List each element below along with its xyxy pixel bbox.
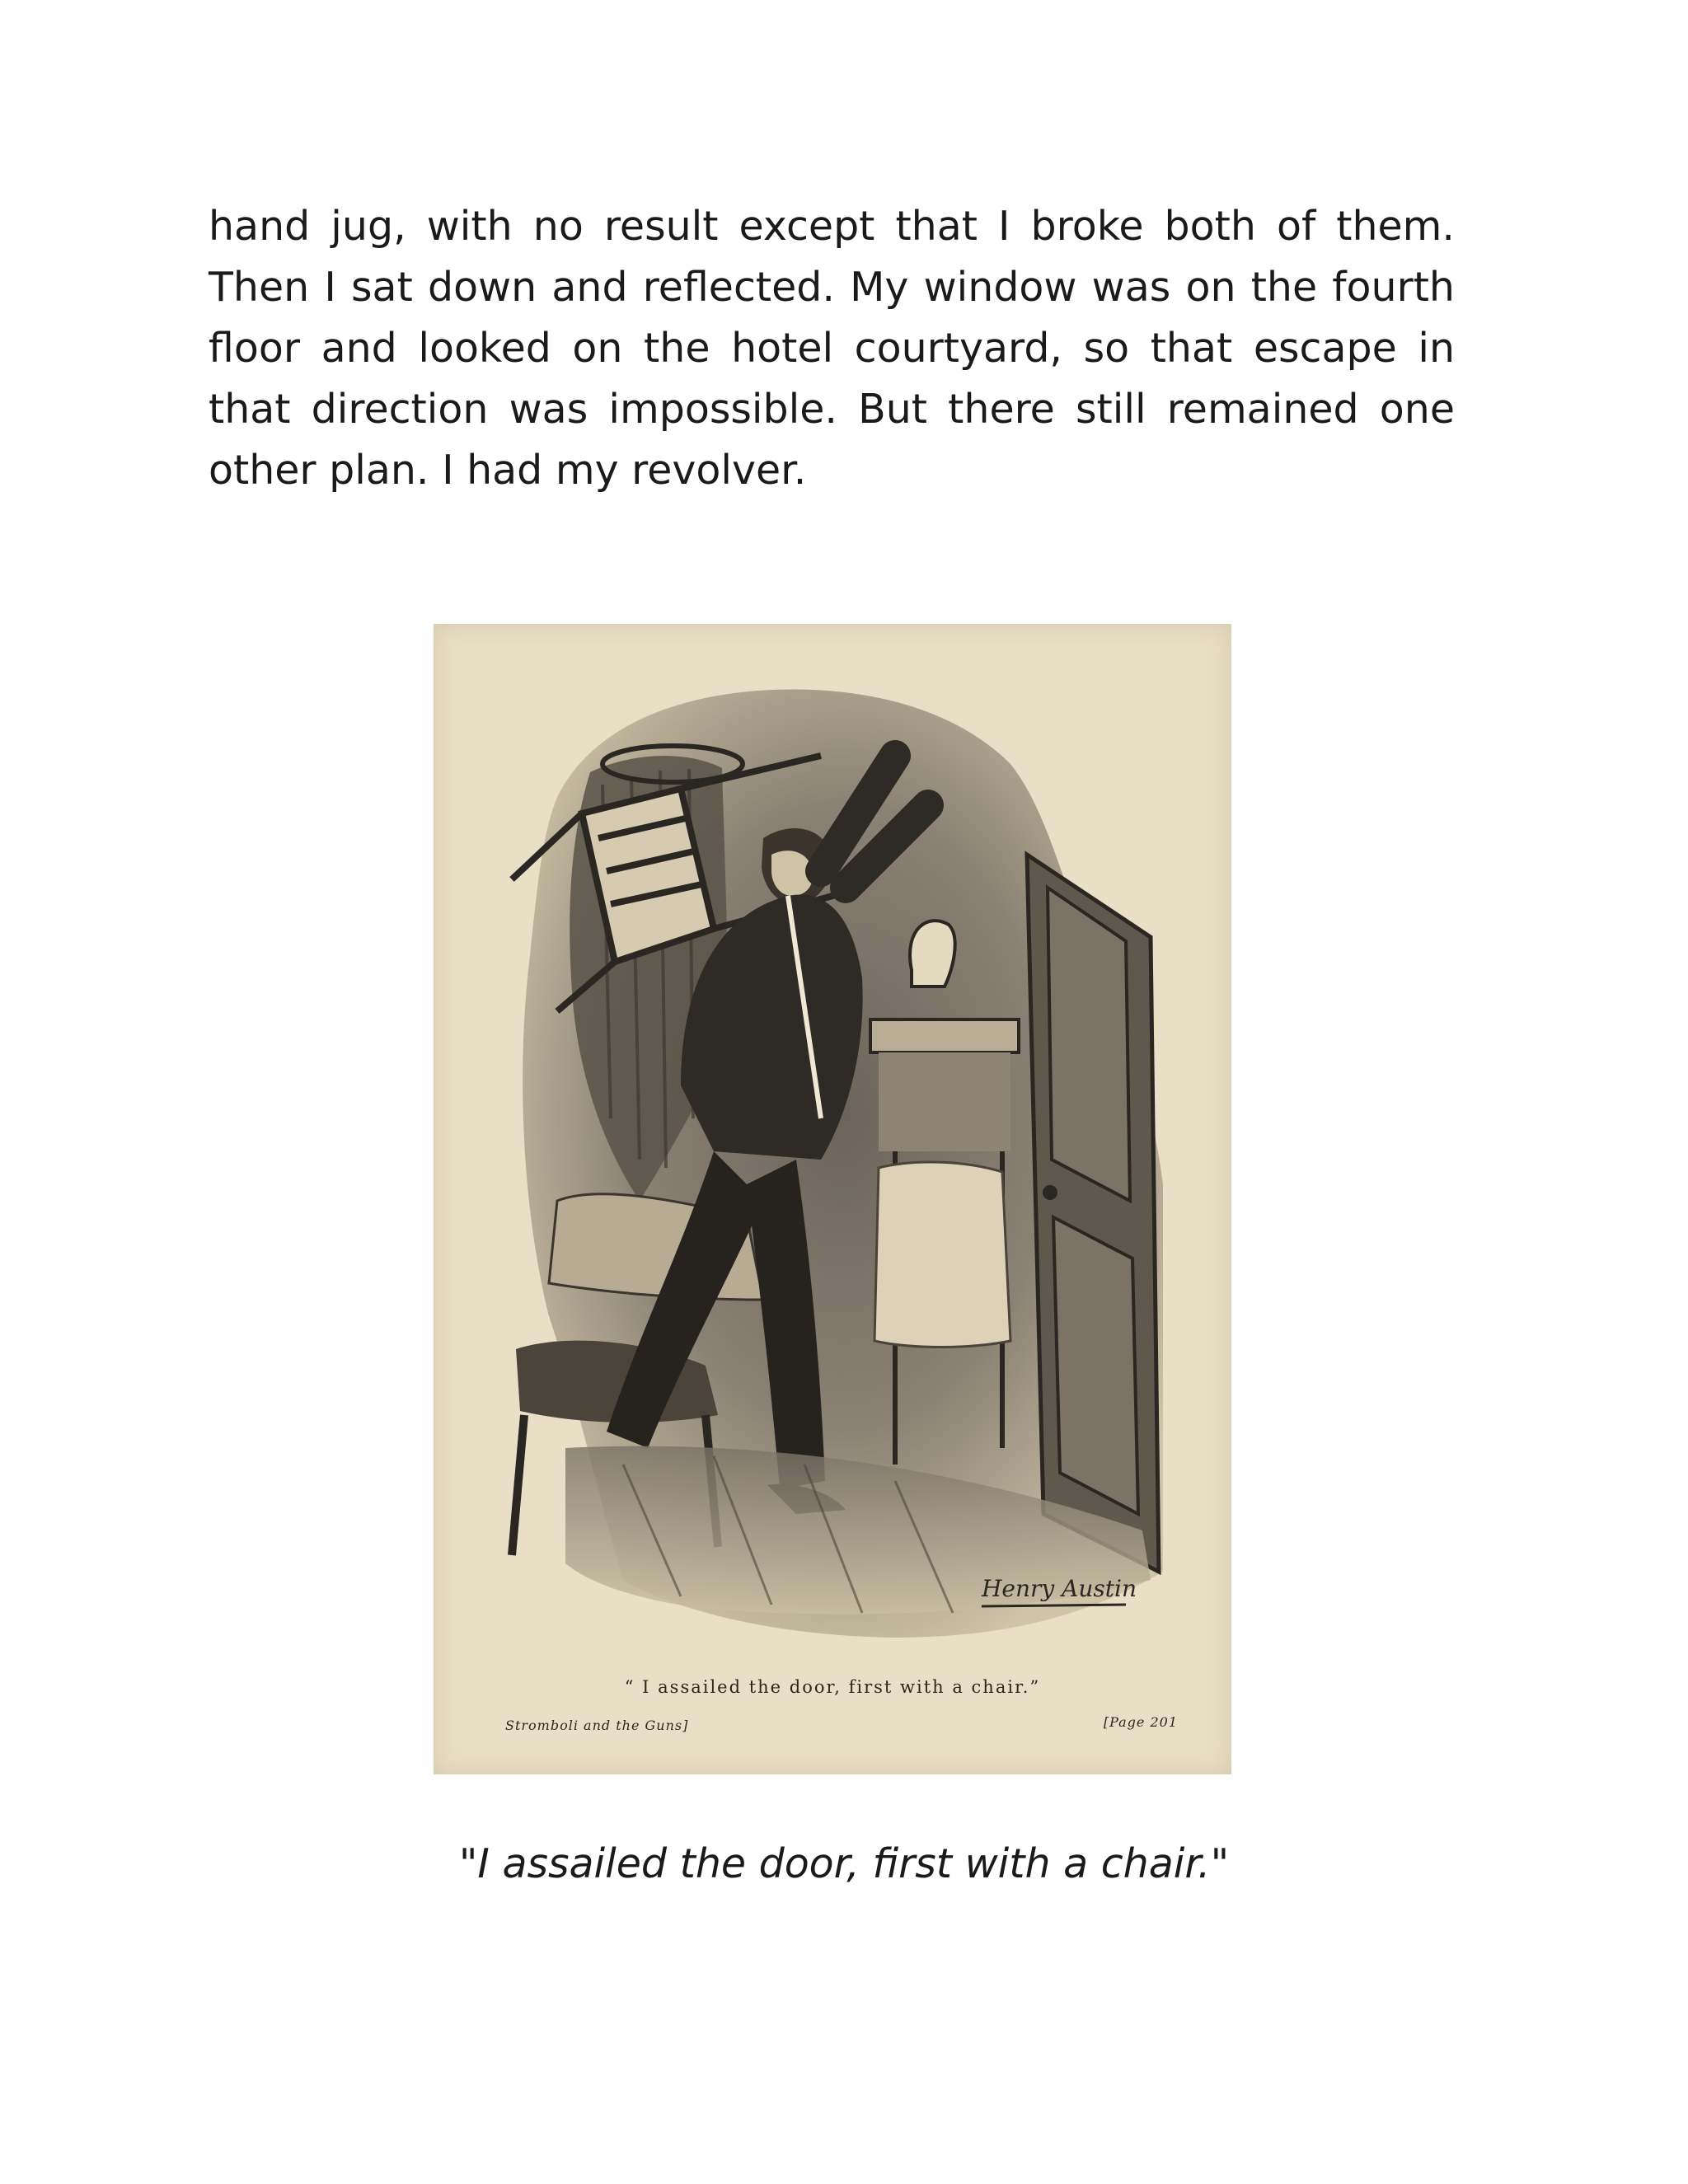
body-paragraph: hand jug, with no result except that I broke both of them. Then I sat down and reflected. My window was on the fourth floor and looked on the hotel courtyard, so that escape in that direction was impossible. But there still remained one other plan. I had my revolver. bbox=[209, 203, 1455, 494]
illustration-plate bbox=[434, 624, 1231, 1774]
engraving-illustration bbox=[434, 624, 1231, 1774]
plate-footer-left: Stromboli and the Guns] bbox=[505, 1718, 689, 1733]
plate-caption: “ I assailed the door, first with a chair.” bbox=[624, 1677, 1041, 1697]
figure-caption: "I assailed the door, first with a chair." bbox=[458, 1840, 1230, 1887]
plate-footer-right: [Page 201 bbox=[1103, 1714, 1178, 1730]
door bbox=[1027, 855, 1159, 1572]
artist-signature: Henry Austin bbox=[982, 1575, 1137, 1602]
